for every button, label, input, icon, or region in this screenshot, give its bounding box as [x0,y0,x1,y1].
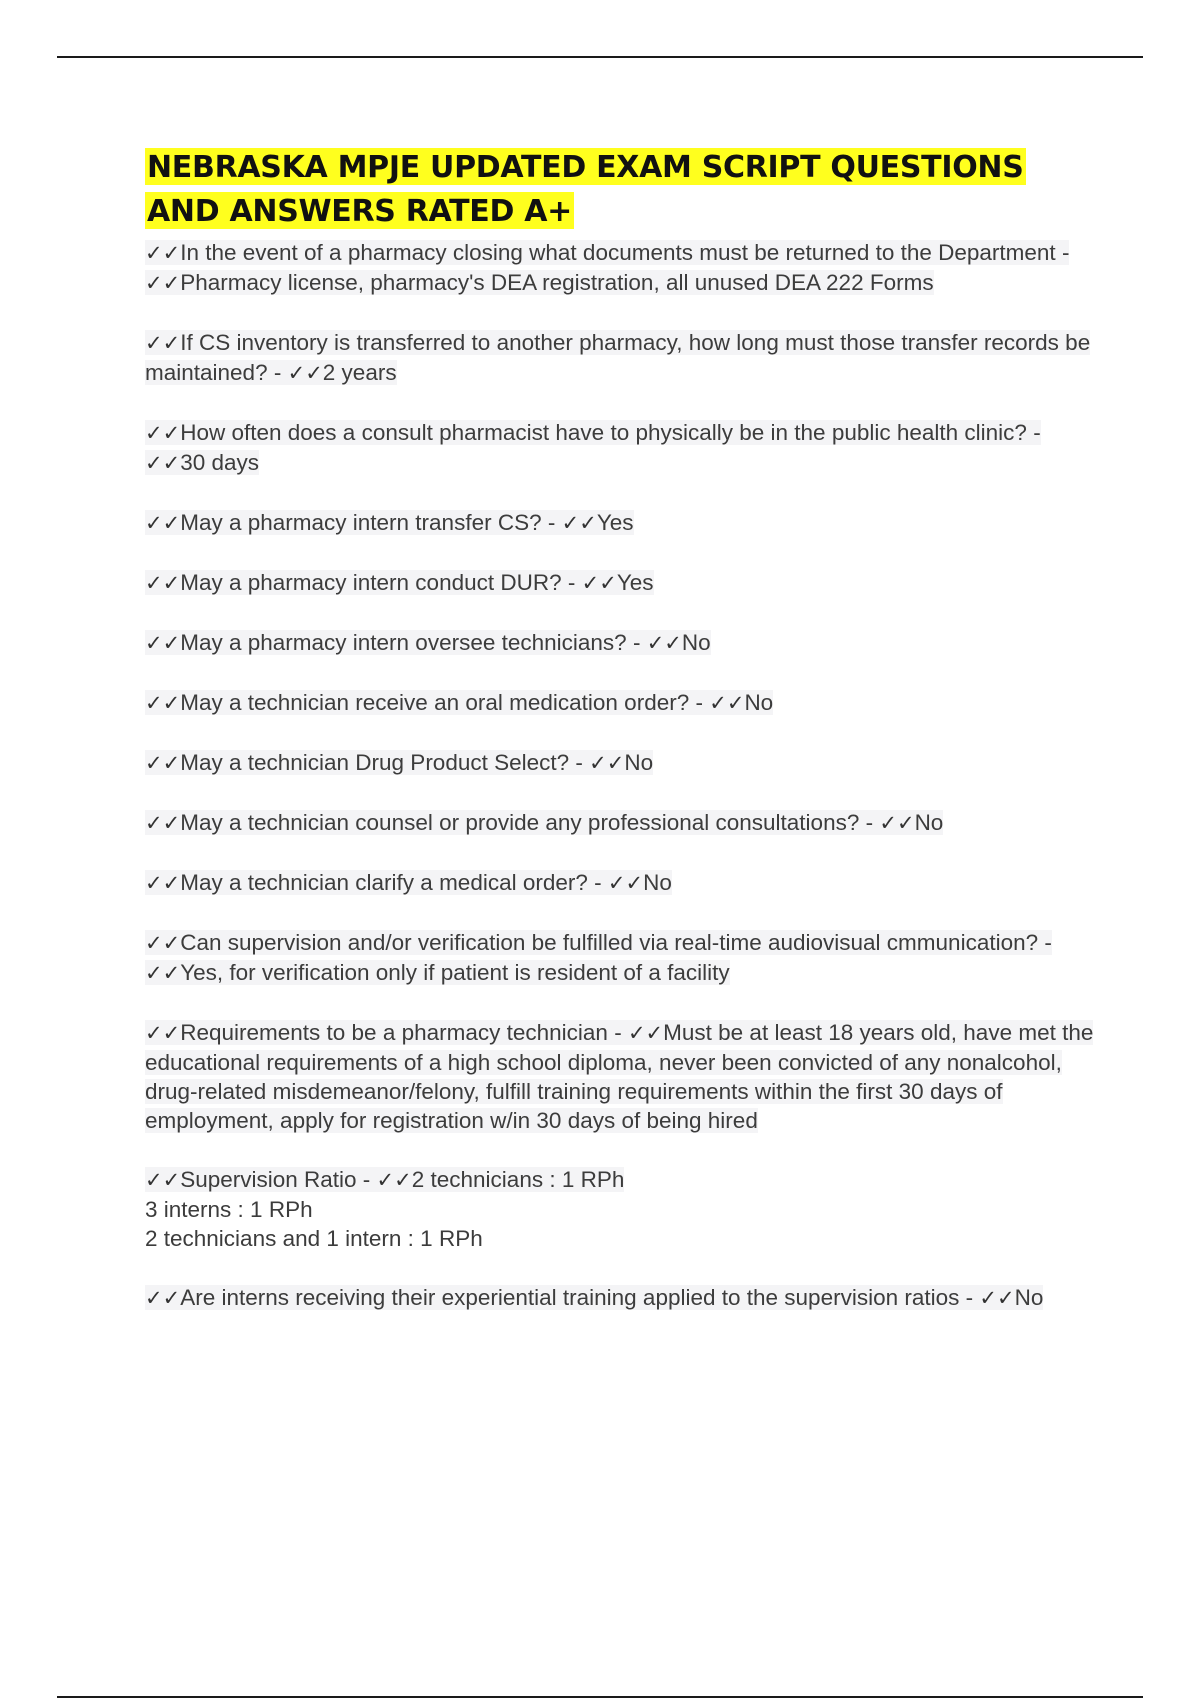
question-text: Can supervision and/or verification be fulfilled via real-time audiovisual cmmunication? [180,930,1039,955]
check-icon: ✓✓ [145,811,181,835]
check-icon: ✓✓ [581,571,617,595]
check-icon: ✓✓ [145,961,181,985]
qa-item-10: ✓✓May a technician clarify a medical order? - ✓✓No [145,870,672,895]
check-icon: ✓✓ [145,631,181,655]
qa-item-14: ✓✓Are interns receiving their experiential training applied to the supervision ratios - ✓✓No [145,1285,1044,1310]
question-text: If CS inventory is transferred to another pharmacy, how long must those transfer records be maintained? [145,330,1091,385]
document-page [145,146,1095,1343]
check-icon: ✓✓ [145,1168,181,1192]
question-text: In the event of a pharmacy closing what documents must be returned to the Department [180,240,1056,265]
question-text: May a technician counsel or provide any professional consultations? [180,810,860,835]
check-icon: ✓✓ [145,1286,181,1310]
question-text: May a pharmacy intern transfer CS? [180,510,542,535]
check-icon: ✓✓ [145,751,181,775]
title-line-2: AND ANSWERS RATED A+ [147,194,572,229]
answer-extra-line: 2 technicians and 1 intern : 1 RPh [145,1226,483,1251]
check-icon: ✓✓ [376,1168,412,1192]
answer-text: Yes [616,570,654,595]
qa-item-5: ✓✓May a pharmacy intern conduct DUR? - ✓✓Yes [145,570,654,595]
qa-item-2: ✓✓If CS inventory is transferred to another pharmacy, how long must those transfer records be maintained? - ✓✓2 years [145,330,1091,385]
answer-text: Pharmacy license, pharmacy's DEA registration, all unused DEA 222 Forms [180,270,934,295]
answer-text: 2 years [322,360,397,385]
top-rule [57,56,1143,58]
check-icon: ✓✓ [145,871,181,895]
question-text: May a technician clarify a medical order? [180,870,588,895]
qa-item-6: ✓✓May a pharmacy intern oversee technicians? - ✓✓No [145,630,711,655]
bottom-rule [57,1696,1143,1698]
qa-item-8: ✓✓May a technician Drug Product Select? - ✓✓No [145,750,654,775]
answer-extra-line: 3 interns : 1 RPh [145,1197,313,1222]
check-icon: ✓✓ [879,811,915,835]
answer-text: No [744,690,774,715]
check-icon: ✓✓ [145,1021,181,1045]
question-text: Supervision Ratio [180,1167,357,1192]
qa-item-13: ✓✓Supervision Ratio - ✓✓2 technicians : 1 RPh 3 interns : 1 RPh 2 technicians and 1 intern : 1 RPh [145,1165,1095,1253]
qa-item-9: ✓✓May a technician counsel or provide any professional consultations? - ✓✓No [145,810,944,835]
document-title [145,146,1095,234]
question-text: May a pharmacy intern conduct DUR? [180,570,562,595]
answer-text: 30 days [180,450,260,475]
check-icon: ✓✓ [627,1021,664,1045]
check-icon: ✓✓ [145,271,181,295]
check-icon: ✓✓ [709,691,745,715]
qa-item-11: ✓✓Can supervision and/or verification be fulfilled via real-time audiovisual cmmunication? - ✓✓Yes, for verification only if patient is resident of a facility [145,930,1052,985]
answer-text: No [643,870,672,895]
check-icon: ✓✓ [145,931,181,955]
question-text: How often does a consult pharmacist have to physically be in the public health clinic? [180,420,1027,445]
qa-item-4: ✓✓May a pharmacy intern transfer CS? - ✓✓Yes [145,510,634,535]
check-icon: ✓✓ [145,331,181,355]
answer-text: 2 technicians : 1 RPh [411,1167,625,1192]
question-text: May a pharmacy intern oversee technicians? [180,630,627,655]
check-icon: ✓✓ [607,871,644,895]
answer-text: Yes [596,510,634,535]
check-icon: ✓✓ [145,511,181,535]
qa-item-1: ✓✓In the event of a pharmacy closing what documents must be returned to the Department - ✓✓Pharmacy license, pharmacy's DEA registration, all unused DEA 222 Forms [145,240,1070,295]
check-icon: ✓✓ [145,421,181,445]
check-icon: ✓✓ [646,631,682,655]
qa-item-3: ✓✓How often does a consult pharmacist have to physically be in the public health clinic? - ✓✓30 days [145,420,1041,475]
question-text: Are interns receiving their experiential training applied to the supervision ratios [180,1285,960,1310]
answer-text: No [914,810,944,835]
answer-text: Must be at least 18 years old, have met the educational requirements of a high school diploma, never been convicted of any nonalcohol, drug-related misdemeanor/felony, fulfill training requirements within the first 30 days of employment, apply for registration w/in 30 days of being hired [145,1020,1094,1133]
answer-text: No [1014,1285,1044,1310]
check-icon: ✓✓ [589,751,625,775]
check-icon: ✓✓ [287,361,323,385]
answer-text: No [681,630,711,655]
check-icon: ✓✓ [145,571,181,595]
question-text: Requirements to be a pharmacy technician [180,1020,608,1045]
check-icon: ✓✓ [145,691,181,715]
check-icon: ✓✓ [979,1286,1015,1310]
qa-item-7: ✓✓May a technician receive an oral medication order? - ✓✓No [145,690,774,715]
qa-item-12: ✓✓Requirements to be a pharmacy technician - ✓✓Must be at least 18 years old, have met the educational requirements of a high school diploma, never been convicted of any nonalcohol, drug-related misdemeanor/felony, fulfill training requirements within the first 30 days of employment, apply for registration w/in 30 days of being hired [145,1020,1094,1133]
question-text: May a technician Drug Product Select? [180,750,570,775]
qa-list [145,238,1095,1313]
check-icon: ✓✓ [145,451,181,475]
answer-text: Yes, for verification only if patient is resident of a facility [180,960,730,985]
answer-text: No [624,750,654,775]
question-text: May a technician receive an oral medication order? [180,690,690,715]
check-icon: ✓✓ [145,241,181,265]
check-icon: ✓✓ [561,511,597,535]
title-line-1: NEBRASKA MPJE UPDATED EXAM SCRIPT QUESTIONS [147,150,1024,185]
